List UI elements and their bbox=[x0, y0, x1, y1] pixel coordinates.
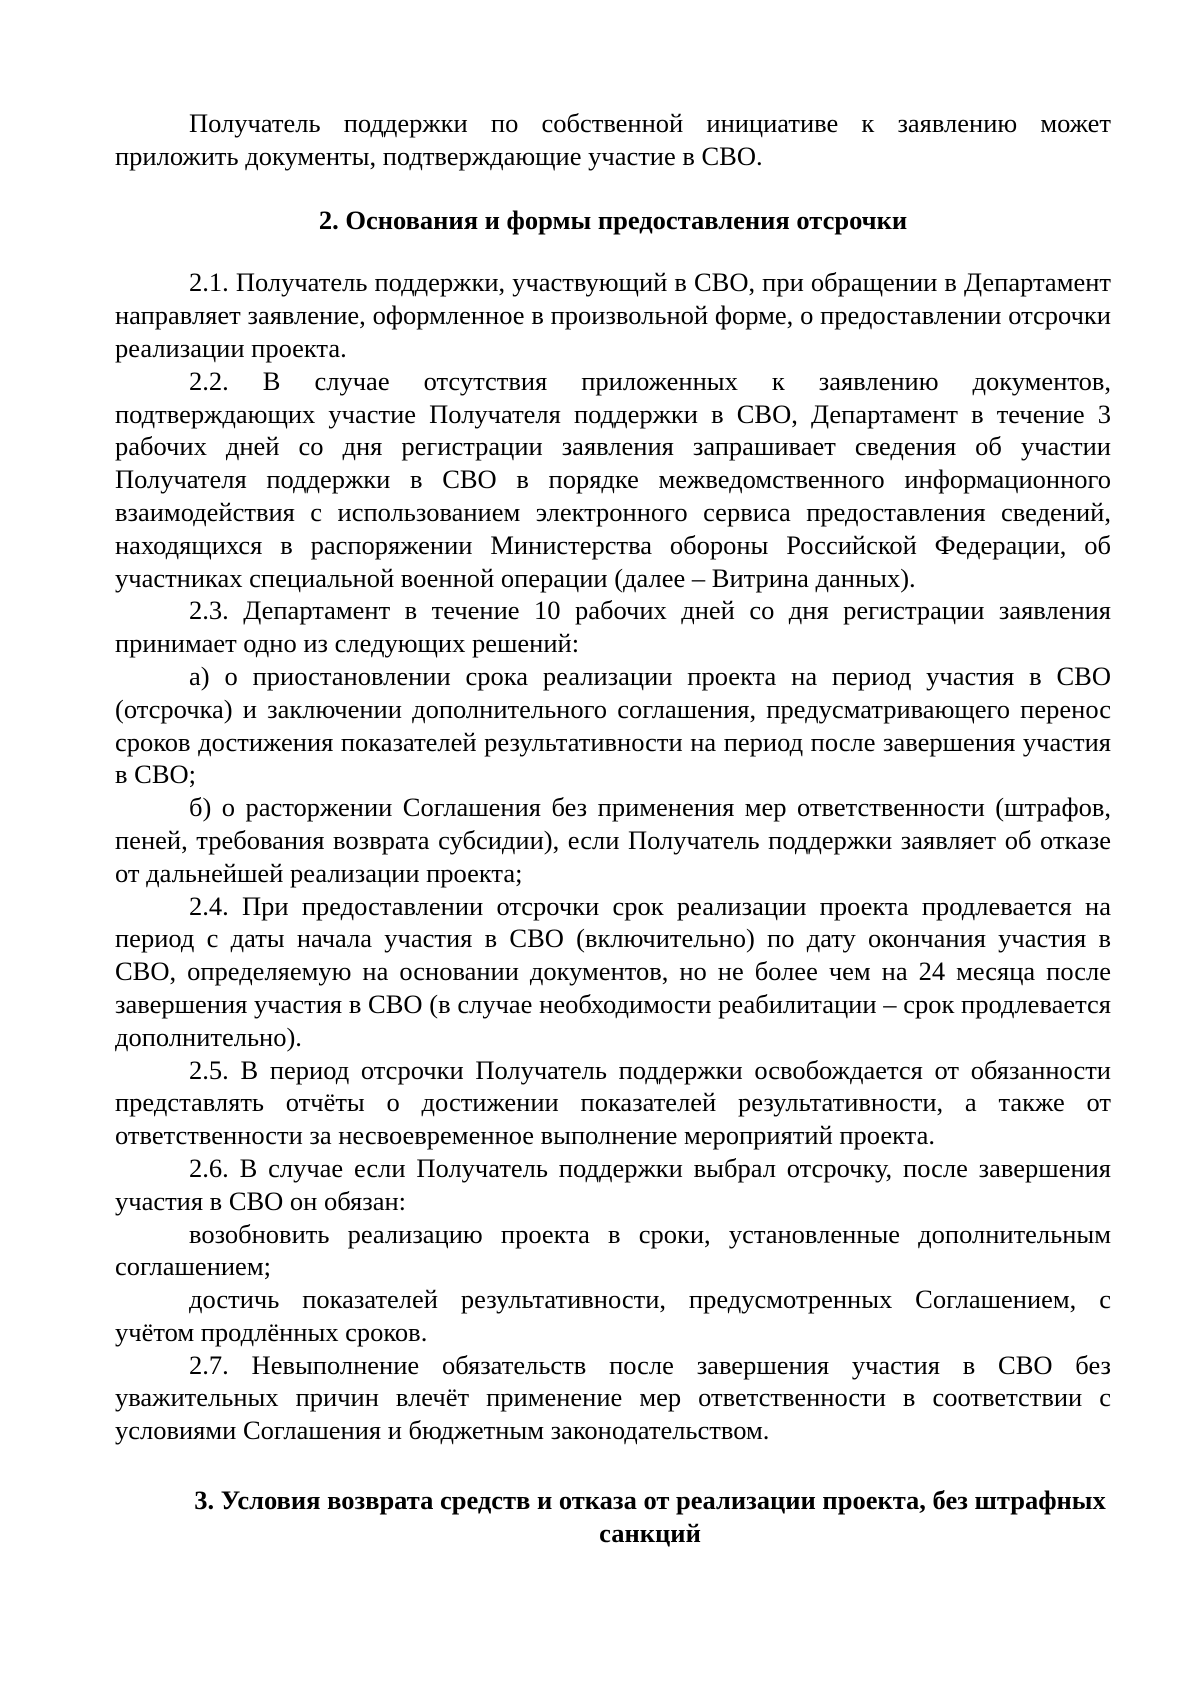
paragraph-2-3-b: б) о расторжении Соглашения без применения мер ответственности (штрафов, пеней, требования возврата субсидии), если Получатель поддержки заявляет об отказе от дальнейшей реализации проекта; bbox=[115, 792, 1111, 888]
paragraph-2-4: 2.4. При предоставлении отсрочки срок реализации проекта продлевается на период с даты начала участия в СВО (включительно) по дату окончания участия в СВО, определяемую на основании документов, но не более чем на 24 месяца после завершения участия в СВО (в случае необходимости реабилитации – срок продлевается дополнительно). bbox=[115, 890, 1111, 1052]
paragraph-2-3-a: а) о приостановлении срока реализации проекта на период участия в СВО (отсрочка) и заключении дополнительного соглашения, предусматривающего перенос сроков достижения показателей результативности на период после завершения участия в СВО; bbox=[115, 660, 1111, 790]
paragraph-2-3: 2.3. Департамент в течение 10 рабочих дней со дня регистрации заявления принимает одно из следующих решений: bbox=[115, 595, 1111, 659]
section-2-title: 2. Основания и формы предоставления отсрочки bbox=[318, 204, 908, 235]
paragraph-2-1: 2.1. Получатель поддержки, участвующий в СВО, при обращении в Департамент направляет заявление, оформленное в произвольной форме, о предоставлении отсрочки реализации проекта. bbox=[115, 267, 1111, 363]
paragraph-2-6: 2.6. В случае если Получатель поддержки выбрал отсрочку, после завершения участия в СВО он обязан: bbox=[115, 1152, 1111, 1216]
section-3-title: 3. Условия возврата средств и отказа от реализации проекта, без штрафных санкций bbox=[194, 1485, 1106, 1548]
document-page bbox=[115, 107, 1111, 1550]
paragraph-2-6-item-2: достичь показателей результативности, предусмотренных Соглашением, с учётом продлённых сроков. bbox=[115, 1284, 1111, 1347]
paragraph-2-5: 2.5. В период отсрочки Получатель поддержки освобождается от обязанности представлять отчёты о достижении показателей результативности, а также от ответственности за несвоевременное выполнение мероприятий проекта. bbox=[115, 1054, 1111, 1151]
paragraph-2-2: 2.2. В случае отсутствия приложенных к заявлению документов, подтверждающих участие Получателя поддержки в СВО, Департамент в течение 3 рабочих дней со дня регистрации заявления запрашивает сведения об участии Получателя поддержки в СВО в порядке межведомственного информационного взаимодействия с использованием электронного сервиса предоставления сведений, находящихся в распоряжении Министерства обороны Российской Федерации, об участниках специальной военной операции (далее – Витрина данных). bbox=[115, 365, 1111, 593]
paragraph-2-6-item-1: возобновить реализацию проекта в сроки, установленные дополнительным соглашением; bbox=[115, 1218, 1111, 1282]
intro-paragraph: Получатель поддержки по собственной инициативе к заявлению может приложить документы, подтверждающие участие в СВО. bbox=[115, 108, 1111, 171]
paragraph-2-7: 2.7. Невыполнение обязательств после завершения участия в СВО без уважительных причин влечёт применение мер ответственности в соответствии с условиями Соглашения и бюджетным законодательством. bbox=[115, 1349, 1111, 1446]
